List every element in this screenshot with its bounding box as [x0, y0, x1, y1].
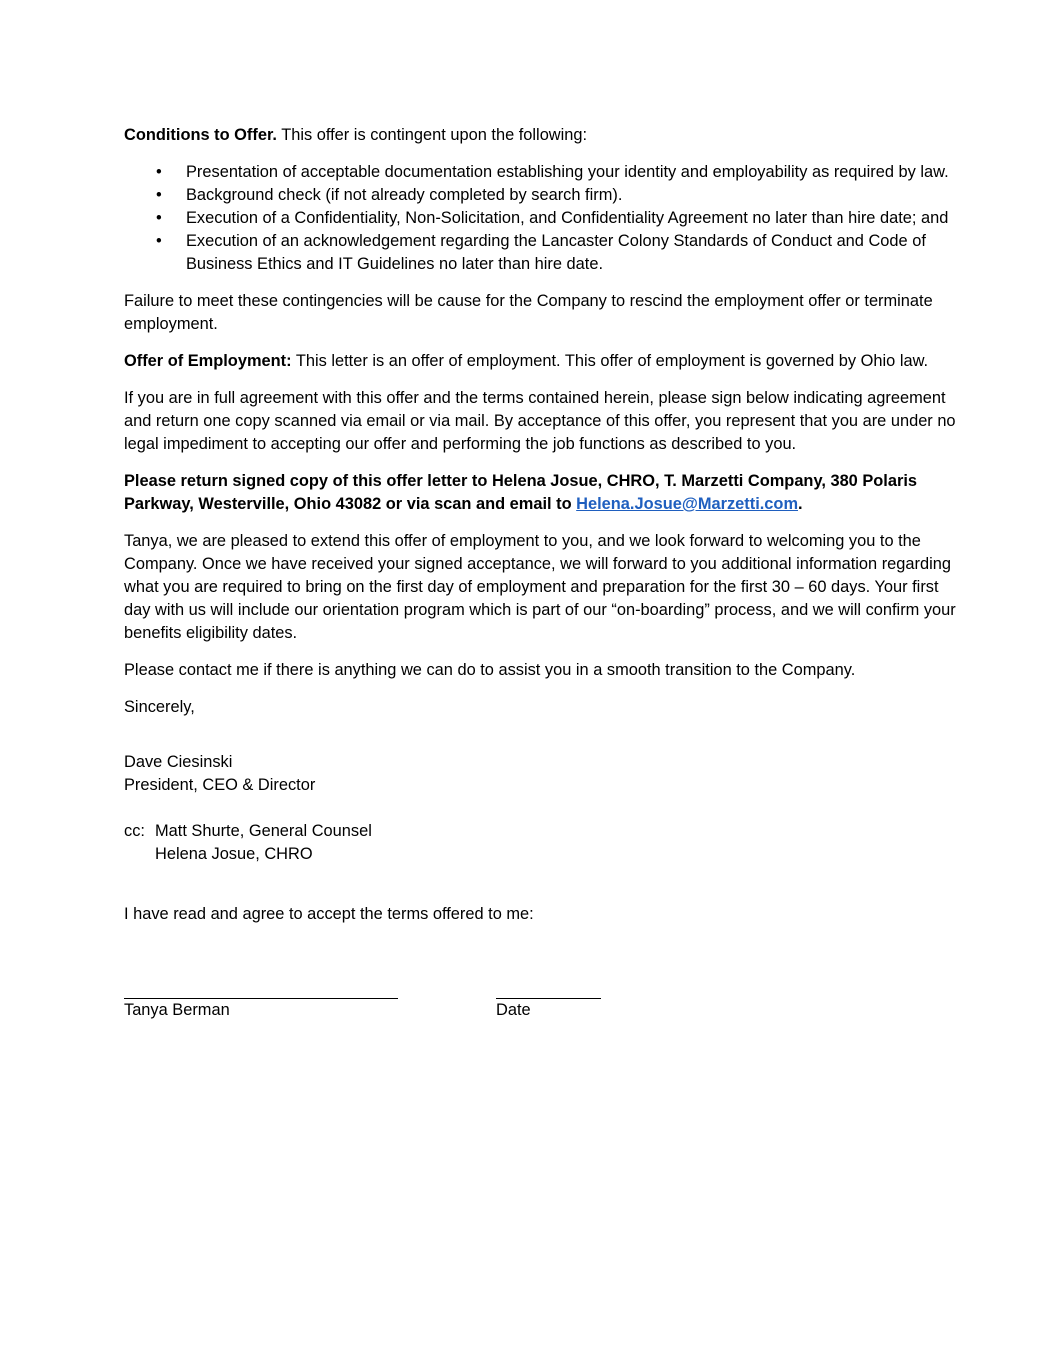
cc-label: cc:	[124, 822, 145, 840]
bullet-icon: •	[156, 209, 162, 227]
agreement-paragraph: If you are in full agreement with this offer and the terms contained herein, please sign below indicating agreement and return one copy scanned via email or via mail. By acceptance of this offer, you represent that you are under no legal impediment to accepting our offer and performing the job functions as described to you.	[124, 389, 956, 453]
list-item: • Presentation of acceptable documentation establishing your identity and employability as required by law.	[124, 161, 969, 184]
offer-paragraph	[124, 350, 969, 373]
conditions-paragraph	[124, 124, 969, 147]
email-link[interactable]: Helena.Josue@Marzetti.com	[576, 495, 799, 513]
acceptance-text: I have read and agree to accept the terms offered to me:	[124, 905, 534, 923]
offer-text: This letter is an offer of employment. This offer of employment is governed by Ohio law.	[291, 352, 929, 370]
contact-paragraph: Please contact me if there is anything we can do to assist you in a smooth transition to the Company.	[124, 661, 856, 679]
offer-letter-page	[124, 124, 969, 1022]
closing: Sincerely,	[124, 698, 195, 716]
return-text: Please return signed copy of this offer letter to Helena Josue, CHRO, T. Marzetti Company, 380 Polaris Parkway, Westerville, Ohio 43082 or via scan and email to	[124, 472, 918, 513]
return-end: .	[798, 495, 803, 513]
list-item: • Execution of an acknowledgement regarding the Lancaster Colony Standards of Conduct and Code of Business Ethics and IT Guidelines no later than hire date.	[156, 232, 926, 273]
signer-block	[124, 751, 969, 797]
bullet-icon: •	[156, 163, 162, 181]
list-item: • Execution of a Confidentiality, Non-Solicitation, and Confidentiality Agreement no later than hire date; and	[124, 207, 969, 230]
list-item: • Background check (if not already completed by search firm).	[124, 184, 969, 207]
signature-area	[124, 976, 969, 1022]
failure-paragraph: Failure to meet these contingencies will be cause for the Company to rescind the employment offer or terminate employment.	[124, 292, 933, 333]
date-label: Date	[496, 1001, 531, 1019]
return-paragraph	[124, 470, 969, 516]
bullet-icon: •	[156, 186, 162, 204]
conditions-intro: This offer is contingent upon the following:	[276, 126, 588, 144]
date-line[interactable]	[496, 976, 601, 999]
signature-line[interactable]	[124, 976, 398, 999]
welcome-paragraph: Tanya, we are pleased to extend this offer of employment to you, and we look forward to welcoming you to the Company. Once we have received your signed acceptance, we will forward to you additional information regarding what you are required to bring on the first day of employment and preparation for the first 30 – 60 days. Your first day with us will include our orientation program which is part of our “on-boarding” process, and we will confirm your benefits eligibility dates.	[124, 532, 956, 642]
signer-name: Dave Ciesinski	[124, 753, 233, 771]
cc-block	[124, 820, 969, 866]
cc-recipient: Matt Shurte, General Counsel	[155, 822, 372, 840]
signature-name-label: Tanya Berman	[124, 1001, 230, 1019]
conditions-list	[124, 161, 969, 276]
bullet-icon: •	[156, 232, 162, 250]
cc-recipient: Helena Josue, CHRO	[155, 845, 313, 863]
signer-title: President, CEO & Director	[124, 776, 316, 794]
offer-heading: Offer of Employment:	[124, 352, 292, 370]
conditions-heading: Conditions to Offer.	[124, 126, 277, 144]
